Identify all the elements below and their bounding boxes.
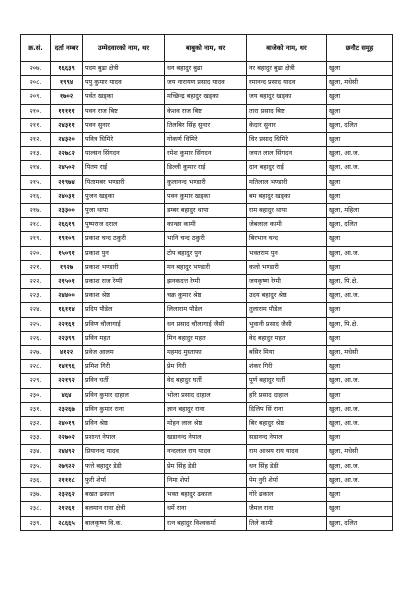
father-name-cell: झनकदत्त रेग्मी [165, 275, 247, 289]
group-cell: खुला, आ.ज. [327, 402, 393, 416]
group-cell: खुला, मधेसी [327, 76, 393, 90]
candidate-list-sheet [20, 34, 392, 531]
serial-cell: २२६. [21, 331, 51, 345]
serial-cell: २३७. [21, 488, 51, 502]
header-father-name: बाबुको नाम, थर [165, 35, 247, 62]
registration-cell: १९२७ [51, 260, 83, 274]
father-name-cell: मन बहादुर भण्डारी [165, 260, 247, 274]
serial-cell: २०७. [21, 62, 51, 76]
candidate-name-cell: पपु कुमार यादव [83, 76, 165, 90]
table-row [21, 317, 393, 331]
candidate-name-cell: प्रविण चौलागाई [83, 317, 165, 331]
grandfather-name-cell: दान बहादुर राई [247, 161, 327, 175]
registration-cell: १७०२ [51, 90, 83, 104]
serial-cell: २३९. [21, 516, 51, 530]
table-row [21, 90, 393, 104]
father-name-cell: गोकर्ण धिमिरे [165, 133, 247, 147]
registration-cell: १६६३९ [51, 62, 83, 76]
candidate-name-cell: प्रियानन्द यादव [83, 445, 165, 459]
father-name-cell: धन प्रसाद चौलागाई जैसी [165, 317, 247, 331]
group-cell: खुला, आ.ज. [327, 417, 393, 431]
father-name-cell: कान्छा कामी [165, 218, 247, 232]
grandfather-name-cell: रमानन्द प्रसाद यादव [247, 76, 327, 90]
group-cell: खुला [327, 62, 393, 76]
group-cell: खुला [327, 331, 393, 345]
father-name-cell: ज्ञान बहादुर राना [165, 402, 247, 416]
grandfather-name-cell: राम आश्रय राय यादव [247, 445, 327, 459]
group-cell: खुला, मधेसी [327, 445, 393, 459]
grandfather-name-cell: सडानन्द नेपाल [247, 431, 327, 445]
registration-cell: ४१२२ [51, 346, 83, 360]
group-cell: खुला, दलित [327, 118, 393, 132]
registration-cell: २२१९२ [51, 374, 83, 388]
candidate-name-cell: बालकृष्ण वि.क. [83, 516, 165, 530]
registration-cell: २२१६१ [51, 317, 83, 331]
serial-cell: २१६. [21, 189, 51, 203]
group-cell: खुला, आ.ज. [327, 473, 393, 487]
serial-cell: २२०. [21, 246, 51, 260]
serial-cell: २२३. [21, 289, 51, 303]
registration-cell: २२७०२ [51, 431, 83, 445]
father-name-cell: मच्छिन्द्र बहादुर खड्का [165, 90, 247, 104]
grandfather-name-cell: शंकर गिरी [247, 360, 327, 374]
serial-cell: २१९. [21, 232, 51, 246]
candidate-name-cell: फुरी शेर्पा [83, 473, 165, 487]
serial-cell: २२२. [21, 275, 51, 289]
table-row [21, 303, 393, 317]
registration-cell: २१५०१ [51, 275, 83, 289]
serial-cell: २३८. [21, 502, 51, 516]
grandfather-name-cell: जेबलाल कामी [247, 218, 327, 232]
group-cell: खुला, आ.ज. [327, 459, 393, 473]
serial-cell: २१२. [21, 133, 51, 147]
candidate-name-cell: पवन राज बिष्ट [83, 104, 165, 118]
table-row [21, 488, 393, 502]
group-cell: खुला, आ.ज. [327, 374, 393, 388]
grandfather-name-cell: गोरे ढकाल [247, 488, 327, 502]
serial-cell: २०८. [21, 76, 51, 90]
grandfather-name-cell: पेम नुरी शेर्पा [247, 473, 327, 487]
serial-cell: २२९. [21, 374, 51, 388]
registration-cell: २१११८ [51, 473, 83, 487]
father-name-cell: खडानन्द नेपाल [165, 431, 247, 445]
table-row [21, 175, 393, 189]
father-name-cell: डिल्ली कुमार राई [165, 161, 247, 175]
registration-cell: २४३११ [51, 118, 83, 132]
serial-cell: २२५. [21, 317, 51, 331]
serial-cell: २३०. [21, 388, 51, 402]
table-row [21, 189, 393, 203]
table-row [21, 204, 393, 218]
table-row [21, 473, 393, 487]
father-name-cell: महमद मुस्ताफा [165, 346, 247, 360]
serial-cell: २१७. [21, 204, 51, 218]
grandfather-name-cell: कलो भण्डारी [247, 260, 327, 274]
group-cell: खुला, पि.क्षे. [327, 275, 393, 289]
grandfather-name-cell: जैमल राना [247, 502, 327, 516]
serial-cell: २२१. [21, 260, 51, 274]
grandfather-name-cell: नर बहादुर बुढा क्षेत्री [247, 62, 327, 76]
group-cell: खुला, मधेसी [327, 346, 393, 360]
group-cell: खुला [327, 90, 393, 104]
group-cell: खुला [327, 360, 393, 374]
grandfather-name-cell: बिरभान चन्द [247, 232, 327, 246]
registration-cell: ४६४ [51, 388, 83, 402]
registration-cell: २४४९२ [51, 445, 83, 459]
table-row [21, 76, 393, 90]
table-row [21, 388, 393, 402]
header-grandfather-name: बाजेको नाम, थर [247, 35, 327, 62]
grandfather-name-cell: बिर बहादुर श्रेष्ठ [247, 417, 327, 431]
table-row [21, 275, 393, 289]
candidate-name-cell: प्रदिप पौडेल [83, 303, 165, 317]
grandfather-name-cell: राम बहादुर थापा [247, 204, 327, 218]
candidate-name-cell: प्रकाश पुन [83, 246, 165, 260]
serial-cell: २१४. [21, 161, 51, 175]
candidate-name-cell: प्रमिश गिरी [83, 360, 165, 374]
father-name-cell: टोप बहादुर पुन [165, 246, 247, 260]
candidate-name-cell: पुजा थापा [83, 204, 165, 218]
candidate-table [20, 34, 393, 531]
grandfather-name-cell: हरि प्रसाद दाहाल [247, 388, 327, 402]
serial-cell: २१३. [21, 147, 51, 161]
candidate-name-cell: पवन सुनार [83, 118, 165, 132]
group-cell: खुला, दलित [327, 218, 393, 232]
table-row [21, 417, 393, 431]
group-cell: खुला [327, 133, 393, 147]
serial-cell: २२८. [21, 360, 51, 374]
father-name-cell: रमेश कुमार सिंगदन [165, 147, 247, 161]
header-serial: क्र.सं. [21, 35, 51, 62]
grandfather-name-cell: वेद बहादुर महत [247, 331, 327, 345]
group-cell: खुला [327, 232, 393, 246]
serial-cell: २३६. [21, 473, 51, 487]
registration-cell: २४४०० [51, 289, 83, 303]
registration-cell: १९९४ [51, 76, 83, 90]
father-name-cell: रत्न बहादुर विश्वकर्मा [165, 516, 247, 530]
table-row [21, 346, 393, 360]
serial-cell: २३३. [21, 431, 51, 445]
registration-cell: २६६१९ [51, 218, 83, 232]
grandfather-name-cell: धिर प्रसाद धिमिरे [247, 133, 327, 147]
candidate-name-cell: प्रवेज आलम [83, 346, 165, 360]
table-row [21, 246, 393, 260]
father-name-cell: धर्मे राना [165, 502, 247, 516]
table-body [21, 62, 393, 531]
registration-cell: १६११४ [51, 303, 83, 317]
table-row [21, 147, 393, 161]
candidate-name-cell: पदम बुढा क्षेत्री [83, 62, 165, 76]
table-row [21, 360, 393, 374]
candidate-name-cell: प्रकाश भण्डारी [83, 260, 165, 274]
group-cell: खुला [327, 303, 393, 317]
candidate-name-cell: प्रविन कुमार राना [83, 402, 165, 416]
serial-cell: २०९. [21, 90, 51, 104]
registration-cell: २१९७४ [51, 175, 83, 189]
father-name-cell: भानि चन्द ठकुरी [165, 232, 247, 246]
grandfather-name-cell: भुवानी प्रसाद जैसी [247, 317, 327, 331]
table-row [21, 502, 393, 516]
registration-cell: २२३९९ [51, 331, 83, 345]
group-cell: खुला [327, 388, 393, 402]
serial-cell: २११. [21, 118, 51, 132]
father-name-cell: तिलबिर सिंह सुनार [165, 118, 247, 132]
table-row [21, 118, 393, 132]
registration-cell: १५०९१ [51, 246, 83, 260]
father-name-cell: धन बहादुर बुढा [165, 62, 247, 76]
group-cell: खुला [327, 431, 393, 445]
grandfather-name-cell: जयकृष्ण रेग्मी [247, 275, 327, 289]
table-row [21, 218, 393, 232]
registration-cell: २३२६२ [51, 488, 83, 502]
group-cell: खुला [327, 104, 393, 118]
father-name-cell: लिलाराम पौडेल [165, 303, 247, 317]
table-row [21, 133, 393, 147]
grandfather-name-cell: भक्तराम पुन [247, 246, 327, 260]
candidate-name-cell: बलमान राना क्षेत्री [83, 502, 165, 516]
header-selection-group: छनौट समूह [327, 35, 393, 62]
candidate-name-cell: प्रविन घर्ती [83, 374, 165, 388]
grandfather-name-cell: तिले कामी [247, 516, 327, 530]
candidate-name-cell: बखत ढकाल [83, 488, 165, 502]
serial-cell: २२७. [21, 346, 51, 360]
father-name-cell: डम्बर बहादुर थापा [165, 204, 247, 218]
serial-cell: २३१. [21, 402, 51, 416]
registration-cell: २२७८२ [51, 147, 83, 161]
grandfather-name-cell: जयत लाल सिंगदन [247, 147, 327, 161]
registration-cell: २४०१९ [51, 417, 83, 431]
candidate-name-cell: फत्ते बहादुर डेडी [83, 459, 165, 473]
group-cell: खुला, आ.ज. [327, 289, 393, 303]
grandfather-name-cell: तुलाराम पौडेल [247, 303, 327, 317]
registration-cell: २७९२२ [51, 459, 83, 473]
candidate-name-cell: पुष्पराज दराल [83, 218, 165, 232]
registration-cell: २४५०२ [51, 161, 83, 175]
table-row [21, 161, 393, 175]
grandfather-name-cell: जय बहादुर खड्का [247, 90, 327, 104]
table-row [21, 459, 393, 473]
registration-cell: १११११ [51, 104, 83, 118]
serial-cell: २१८. [21, 218, 51, 232]
candidate-name-cell: प्रशान्त नेपाल [83, 431, 165, 445]
father-name-cell: पवन कुमार खड्का [165, 189, 247, 203]
candidate-name-cell: पुजन खड्का [83, 189, 165, 203]
group-cell: खुला [327, 488, 393, 502]
father-name-cell: भक्त बहादुर ढकाल [165, 488, 247, 502]
serial-cell: २१५. [21, 175, 51, 189]
table-row [21, 289, 393, 303]
father-name-cell: केशव राज बिष्ट [165, 104, 247, 118]
table-row [21, 374, 393, 388]
group-cell: खुला, आ.ज. [327, 246, 393, 260]
group-cell: खुला [327, 175, 393, 189]
group-cell: खुला [327, 260, 393, 274]
grandfather-name-cell: बसिर मिया [247, 346, 327, 360]
group-cell: खुला, महिला [327, 204, 393, 218]
grandfather-name-cell: धन सिंह डेडी [247, 459, 327, 473]
father-name-cell: कुलानन्द भण्डारी [165, 175, 247, 189]
father-name-cell: निमा शेर्पा [165, 473, 247, 487]
registration-cell: २८६६५ [51, 516, 83, 530]
candidate-name-cell: प्रविन महत [83, 331, 165, 345]
father-name-cell: चक्र कुमार श्रेष्ठ [165, 289, 247, 303]
group-cell: खुला [327, 502, 393, 516]
father-name-cell: वेद बहादुर घर्ती [165, 374, 247, 388]
registration-cell: २१२६१ [51, 502, 83, 516]
header-candidate-name: उम्मेदवारको नाम, थर [83, 35, 165, 62]
registration-cell: २४०३१ [51, 189, 83, 203]
table-row [21, 431, 393, 445]
candidate-name-cell: प्रकाश श्रेष्ठ [83, 289, 165, 303]
father-name-cell: प्रेम गिरी [165, 360, 247, 374]
candidate-name-cell: पाल्सन सिंगदन [83, 147, 165, 161]
serial-cell: २१०. [21, 104, 51, 118]
grandfather-name-cell: दिलिप सिं राना [247, 402, 327, 416]
candidate-name-cell: प्रकाश चन्द ठकुरी [83, 232, 165, 246]
father-name-cell: नन्दलाल राय यादव [165, 445, 247, 459]
table-row [21, 331, 393, 345]
candidate-name-cell: पर्वत खड्का [83, 90, 165, 104]
father-name-cell: भोला प्रसाद दाहाल [165, 388, 247, 402]
table-row [21, 232, 393, 246]
table-row [21, 402, 393, 416]
table-row [21, 62, 393, 76]
grandfather-name-cell: बम बहादुर खड्का [247, 189, 327, 203]
group-cell: खुला, आ.ज. [327, 161, 393, 175]
group-cell: खुला, आ.ज. [327, 147, 393, 161]
table-row [21, 260, 393, 274]
serial-cell: २३२. [21, 417, 51, 431]
table-row [21, 516, 393, 530]
serial-cell: २३५. [21, 459, 51, 473]
registration-cell: २३३०० [51, 204, 83, 218]
father-name-cell: जय नारायण प्रसाद यादव [165, 76, 247, 90]
father-name-cell: मिन बहादुर महत [165, 331, 247, 345]
candidate-name-cell: प्रविन कुमार दाहाल [83, 388, 165, 402]
father-name-cell: प्रेम सिंह डेडी [165, 459, 247, 473]
serial-cell: २२४. [21, 303, 51, 317]
grandfather-name-cell: तारा प्रसाद बिष्ट [247, 104, 327, 118]
grandfather-name-cell: उदय बहादुर श्रेष्ठ [247, 289, 327, 303]
group-cell: खुला, दलित [327, 516, 393, 530]
candidate-name-cell: पितामबर भण्डारी [83, 175, 165, 189]
registration-cell: २४३२० [51, 133, 83, 147]
candidate-name-cell: प्रकाश राज रेग्मी [83, 275, 165, 289]
registration-cell: १४१९६ [51, 360, 83, 374]
grandfather-name-cell: केदार सुनार [247, 118, 327, 132]
registration-cell: २३२६७ [51, 402, 83, 416]
candidate-name-cell: प्रविन श्रेष्ठ [83, 417, 165, 431]
table-header-row [21, 35, 393, 62]
candidate-name-cell: पितम राई [83, 161, 165, 175]
grandfather-name-cell: पूर्ण बहादुर घर्ती [247, 374, 327, 388]
grandfather-name-cell: मतिलाल भण्डारी [247, 175, 327, 189]
father-name-cell: मोहन लाल श्रेष्ठ [165, 417, 247, 431]
group-cell: खुला [327, 189, 393, 203]
registration-cell: १९१०९ [51, 232, 83, 246]
group-cell: खुला, पि.क्षे. [327, 317, 393, 331]
serial-cell: २३४. [21, 445, 51, 459]
table-row [21, 445, 393, 459]
table-row [21, 104, 393, 118]
candidate-name-cell: पवित्र धिमिरे [83, 133, 165, 147]
header-registration: दर्ता नम्बर [51, 35, 83, 62]
